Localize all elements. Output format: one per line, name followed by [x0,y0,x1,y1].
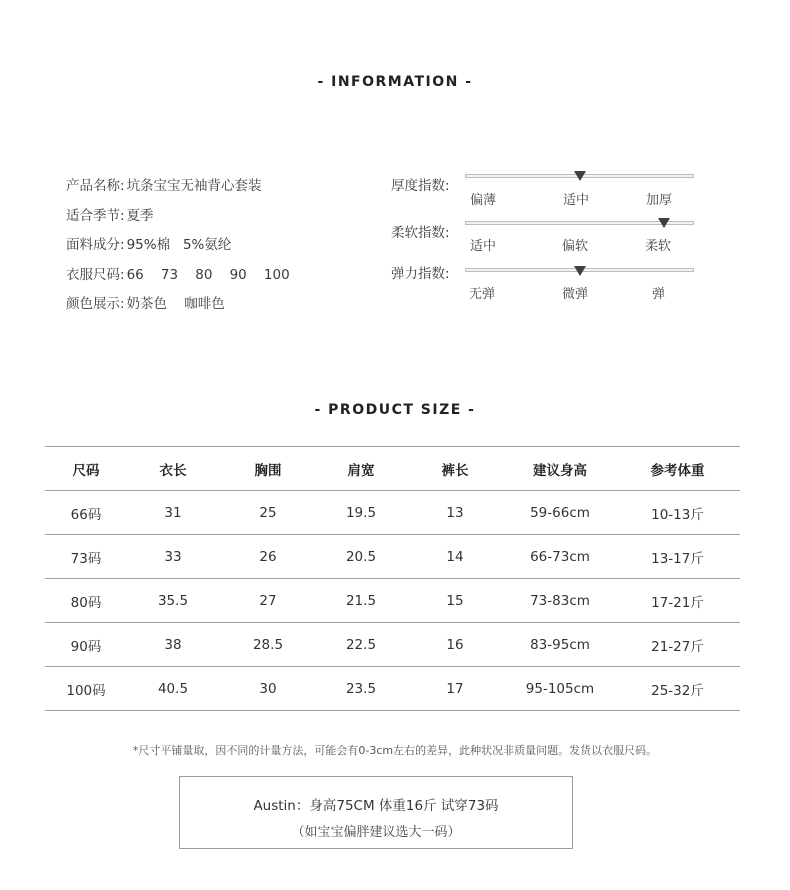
table-cell: 17-21斤 [615,579,740,623]
table-cell: 28.5 [219,623,317,667]
header-height: 建议身高 [505,447,615,491]
header-length: 衣长 [127,447,219,491]
information-title: - INFORMATION - [317,74,473,90]
table-cell: 10-13斤 [615,491,740,535]
spec-sizes: 衣服尺码: 66 73 80 90 100 [66,267,290,283]
table-cell: 73码 [45,535,127,579]
product-size-title: - PRODUCT SIZE - [314,402,476,418]
table-cell: 66-73cm [505,535,615,579]
softness-index-marker [658,218,670,228]
table-cell: 14 [405,535,505,579]
elasticity-scale-low: 无弹 [469,287,496,302]
model-advice: （如宝宝偏胖建议选大一码） [291,825,461,840]
table-row [45,491,740,535]
elasticity-index-marker [574,266,586,276]
header-size: 尺码 [45,447,127,491]
model-info-box [179,776,573,849]
table-row [45,535,740,579]
thickness-index-marker [574,171,586,181]
header-chest: 胸围 [219,447,317,491]
table-cell: 25-32斤 [615,667,740,711]
table-row [45,667,740,711]
table-cell: 23.5 [317,667,405,711]
header-weight: 参考体重 [615,447,740,491]
measurement-note: *尺寸平铺量取，因不同的计量方法，可能会有0-3cm左右的差异，此种状况非质量问题。发货以衣服尺码。 [132,744,658,757]
thickness-scale-mid: 适中 [563,193,590,208]
spec-product-name: 产品名称: 坑条宝宝无袖背心套装 [66,178,262,194]
spec-season: 适合季节: 夏季 [66,208,154,224]
elasticity-scale-mid: 微弹 [562,287,589,302]
table-cell: 90码 [45,623,127,667]
size-table [45,446,740,711]
spec-fabric: 面料成分: 95%棉 5%氨纶 [66,237,232,253]
table-cell: 59-66cm [505,491,615,535]
table-cell: 38 [127,623,219,667]
thickness-scale-high: 加厚 [646,193,673,208]
spec-colors: 颜色展示: 奶茶色 咖啡色 [66,296,225,312]
table-cell: 21.5 [317,579,405,623]
table-cell: 83-95cm [505,623,615,667]
table-cell: 26 [219,535,317,579]
table-cell: 27 [219,579,317,623]
table-cell: 20.5 [317,535,405,579]
table-cell: 73-83cm [505,579,615,623]
table-cell: 13-17斤 [615,535,740,579]
size-table-header [45,447,740,491]
header-pants-length: 裤长 [405,447,505,491]
table-cell: 15 [405,579,505,623]
table-cell: 80码 [45,579,127,623]
softness-scale-low: 适中 [470,239,497,254]
softness-scale-mid: 偏软 [562,239,589,254]
softness-index-label: 柔软指数: [391,225,450,241]
thickness-index-label: 厚度指数: [391,178,450,194]
table-cell: 22.5 [317,623,405,667]
softness-scale-high: 柔软 [645,239,672,254]
header-shoulder: 肩宽 [317,447,405,491]
elasticity-index-label: 弹力指数: [391,266,450,282]
elasticity-scale-high: 弹 [652,287,666,302]
table-cell: 66码 [45,491,127,535]
table-cell: 25 [219,491,317,535]
table-cell: 95-105cm [505,667,615,711]
table-cell: 30 [219,667,317,711]
table-row [45,623,740,667]
thickness-scale-low: 偏薄 [470,193,497,208]
table-cell: 35.5 [127,579,219,623]
table-cell: 31 [127,491,219,535]
table-cell: 100码 [45,667,127,711]
table-row [45,579,740,623]
model-info: Austin：身高75CM 体重16斤 试穿73码 [253,798,499,814]
table-cell: 21-27斤 [615,623,740,667]
table-cell: 19.5 [317,491,405,535]
table-cell: 40.5 [127,667,219,711]
table-cell: 33 [127,535,219,579]
table-cell: 13 [405,491,505,535]
table-cell: 17 [405,667,505,711]
table-cell: 16 [405,623,505,667]
